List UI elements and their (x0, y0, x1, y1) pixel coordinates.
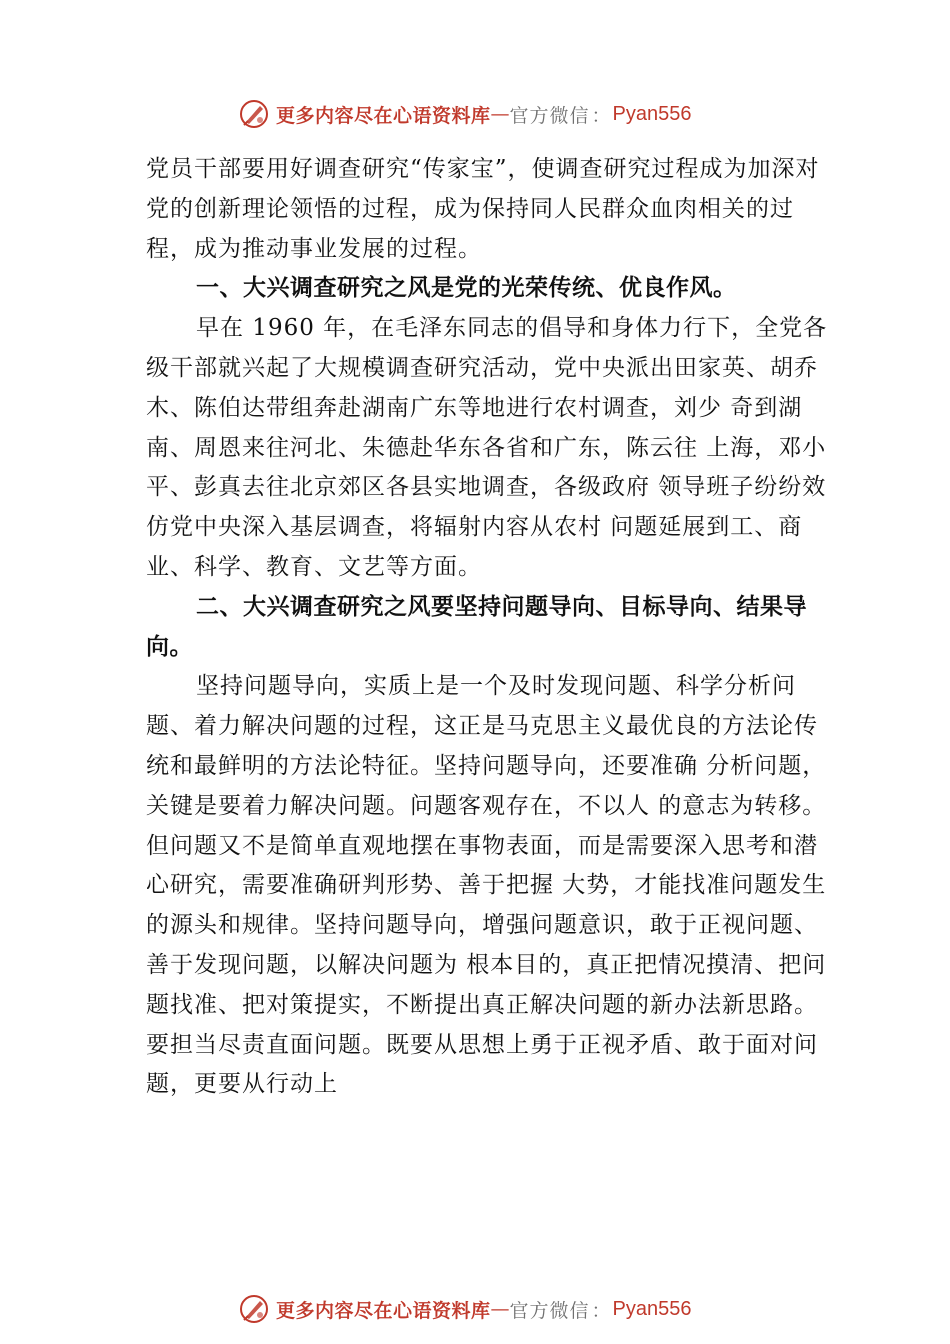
watermark-wechat-label: 官方微信 (509, 104, 590, 127)
section-heading-1: 一、大兴调查研究之风是党的光荣传统、优良作风。 (196, 275, 737, 302)
watermark-library-name: 更多内容尽在心语资料库 (276, 1299, 491, 1322)
section-heading-2: 二、大兴调查研究之风要坚持问题导向、目标导向、结果导向。 (146, 593, 807, 660)
footer-watermark (238, 1292, 758, 1326)
watermark-wechat-id: Pyan556 (612, 102, 692, 125)
watermark-wechat-id: Pyan556 (612, 1297, 692, 1320)
watermark-colon: ： (591, 1299, 611, 1322)
paragraph-intro: 党员干部要用好调查研究“传家宝”，使调查研究过程成为加深对党的创新理论领悟的过程，成为保持同人民群众血肉相关的过程，成为推动事业发展的过程。 (146, 156, 820, 262)
watermark-dash: — (490, 103, 510, 125)
paragraph-history: 早在 1960 年，在毛泽东同志的倡导和身体力行下，全党各级干部就兴起了大规模调查研究活动，党中央派出田家英、胡乔木、陈伯达带组奔赴湖南广东等地进行农村调查，刘少 奇到湖南、周恩来往河北、朱德赴华东各省和广东，陈云往 上海，邓小平、彭真去往北京郊区各县实地调查，各级政府 领导班子纷纷效仿党中央深入基层调查，将辐射内容从农村 问题延展到工、商业、科学、教育、文艺等方面。 (146, 315, 828, 580)
paragraph-problem-oriented: 坚持问题导向，实质上是一个及时发现问题、科学分析问题、着力解决问题的过程，这正是马克思主义最优良的方法论传统和最鲜明的方法论特征。坚持问题导向，还要准确 分析问题，关键是要着力解决问题。问题客观存在，不以人 的意志为转移。但问题又不是简单直观地摆在事物表面，而是需要深入思考和潜心研究，需要准确研判形势、善于把握 大势，才能找准问题发生的源头和规律。坚持问题导向，增强问题意识，敢于正视问题、善于发现问题，以解决问题为 根本目的，真正把情况摸清、把问题找准、把对策提实，不断提出真正解决问题的新办法新思路。要担当尽责直面问题。既要从思想上勇于正视矛盾、敢于面对问题，更要从行动上 (146, 673, 827, 1098)
watermark-colon: ： (591, 104, 611, 127)
quill-seal-icon (238, 98, 270, 130)
quill-seal-icon (238, 1293, 270, 1325)
watermark-library-name: 更多内容尽在心语资料库 (276, 104, 491, 127)
header-watermark (238, 97, 758, 131)
watermark-wechat-label: 官方微信 (509, 1299, 590, 1322)
watermark-dash: — (490, 1298, 510, 1320)
document-body (146, 150, 836, 1105)
